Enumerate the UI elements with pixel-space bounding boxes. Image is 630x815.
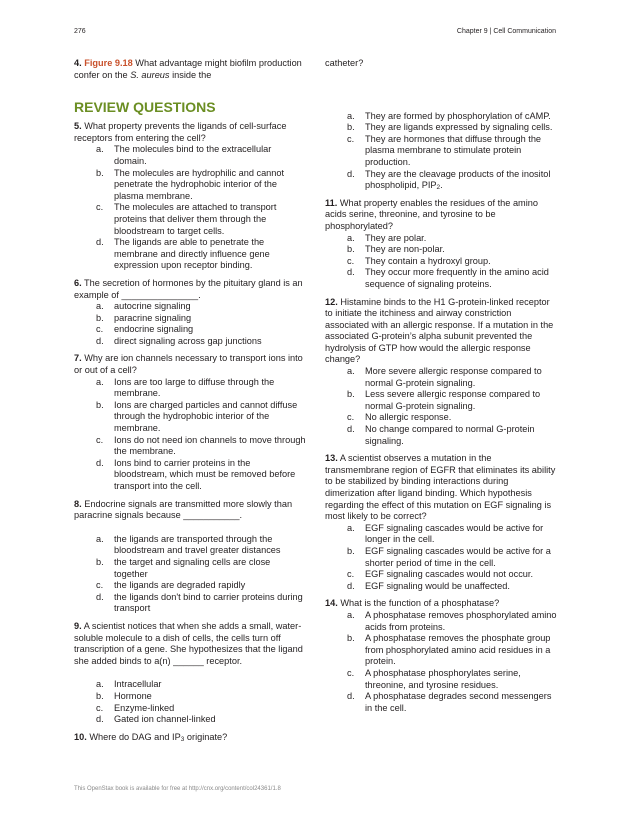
question-11: 11. What property enables the residues of the amino acids serine, threonine, and tyrosine to be phosphorylated? a. They are polar. b. They are non-polar. c. They contain a hydroxyl group. d. They occur more frequently in the amino acid sequence of signaling proteins. — [325, 198, 557, 291]
question-4: 4. Figure 9.18 What advantage might biofilm production confer on the S. aureus inside the — [74, 58, 302, 80]
answer-option: b. paracrine signaling — [96, 312, 192, 323]
answer-option: b. Hormone — [96, 690, 152, 701]
right-column — [325, 58, 557, 720]
answer-option: d. the ligands don't bind to carrier proteins during transport — [96, 591, 303, 614]
answer-option: c. endocrine signaling — [96, 324, 194, 335]
answer-option: d. They occur more frequently in the amino acid sequence of signaling proteins. — [347, 267, 549, 289]
answer-option: c. Enzyme-linked — [96, 702, 175, 713]
answer-option: d. A phosphatase degrades second messengers in the cell. — [347, 691, 552, 713]
review-questions-heading: REVIEW QUESTIONS — [74, 99, 216, 116]
question-4-continuation: catheter? — [325, 58, 364, 68]
question-8: 8. Endocrine signals are transmitted more slowly than paracrine signals because ___________. a. the ligands are transported through the bloodstream and travel greater distances b. the target and signaling cells are close together c. the ligands are degraded rapidly d. the ligands don't bind to carrier proteins during transport — [74, 499, 306, 615]
answer-options — [325, 366, 557, 447]
left-column — [74, 58, 306, 749]
answer-options — [74, 377, 306, 493]
answer-option: c. The molecules are attached to transport proteins that deliver them through the bloodstream to target cells. — [96, 202, 277, 236]
answer-options — [74, 301, 306, 347]
answer-options — [325, 233, 557, 291]
answer-option: b. EGF signaling cascades would be active for a shorter period of time in the cell. — [347, 545, 551, 568]
answer-option: d. They are the cleavage products of the inositol phospholipid, $PIP_2$. — [347, 168, 551, 192]
question-6: 6. The secretion of hormones by the pituitary gland is an example of _______________. a. autocrine signaling b. paracrine signaling c. endocrine signaling d. direct signaling across gap junctions — [74, 278, 306, 348]
question-number: 4. — [74, 58, 82, 68]
answer-option: b. A phosphatase removes the phosphate group from phosphorylated amino acid residues in a protein. — [347, 633, 551, 667]
answer-option: c. They are hormones that diffuse through the plasma membrane to stimulate protein production. — [347, 133, 542, 167]
answer-options — [74, 679, 306, 725]
answer-option: b. the target and signaling cells are close together — [96, 556, 271, 579]
answer-option: d. EGF signaling would be unaffected. — [347, 580, 510, 591]
answer-option: a. More severe allergic response compared to normal G-protein signaling. — [347, 366, 542, 388]
question-9: 9. A scientist notices that when she adds a small, water-soluble molecule to a dish of cells, the cells turn off transcription of a gene. She hypothesizes that the ligand she added binds to a(n) ______ receptor. a. Intracellular b. Hormone c. Enzyme-linked d. Gated ion channel-linked — [74, 621, 306, 726]
answer-option: b. Less severe allergic response compared to normal G-protein signaling. — [347, 389, 541, 411]
page-number: 276 — [74, 28, 86, 35]
answer-options — [325, 111, 557, 192]
answer-option: a. Intracellular — [96, 679, 162, 690]
answer-option: b. The molecules are hydrophilic and cannot penetrate the hydrophobic interior of the plasma membrane. — [96, 167, 285, 201]
answer-option: a. The molecules bind to the extracellular domain. — [96, 144, 272, 166]
figure-link[interactable]: Figure 9.18 — [84, 58, 133, 68]
answer-option: d. The ligands are able to penetrate the membrane and directly influence gene expression upon receptor binding. — [96, 237, 270, 271]
answer-option: c. EGF signaling cascades would not occur. — [347, 569, 534, 580]
answer-option: c. No allergic response. — [347, 412, 452, 423]
answer-option: d. Ions bind to carrier proteins in the bloodstream, which must be removed before transport into the cell. — [96, 457, 296, 491]
answer-option: b. They are ligands expressed by signaling cells. — [347, 122, 553, 133]
answer-option: b. They are non-polar. — [347, 244, 445, 255]
page-footer: This OpenStax book is available for free at http://cnx.org/content/col24361/1.8 — [74, 786, 281, 792]
answer-option: a. They are polar. — [347, 232, 427, 243]
answer-options — [74, 144, 306, 272]
answer-option: c. the ligands are degraded rapidly — [96, 580, 246, 591]
answer-option: d. Gated ion channel-linked — [96, 714, 216, 725]
answer-option: c. Ions do not need ion channels to move through the membrane. — [96, 434, 306, 457]
answer-option: a. A phosphatase removes phosphorylated amino acids from proteins. — [347, 609, 557, 632]
answer-option: d. No change compared to normal G-protein signaling. — [347, 424, 535, 446]
answer-option: d. direct signaling across gap junctions — [96, 335, 262, 346]
answer-option: a. autocrine signaling — [96, 301, 191, 312]
answer-option: a. They are formed by phosphorylation of cAMP. — [347, 110, 551, 121]
answer-option: a. EGF signaling cascades would be active for longer in the cell. — [347, 522, 544, 545]
question-13: 13. A scientist observes a mutation in the transmembrane region of EGFR that eliminates its ability to be stabilized by binding interactions during dimerization after ligand binding. Which hypothesis regarding the effect of this mutation on EGF signaling is most likely to be correct? a. EGF signaling cascades would be active for longer in the cell. b. EGF signaling cascades would be active for a shorter period of time in the cell. c. EGF signaling cascades would not occur. d. EGF signaling would be unaffected. — [325, 453, 556, 591]
question-10-options — [325, 111, 557, 192]
answer-options — [74, 534, 306, 615]
question-12: 12. Histamine binds to the H1 G-protein-linked receptor to initiate the itchiness and airway constriction associated with an allergic response. If a mutation in the associated G-protein’s alpha subunit prevented the hydrolysis of GTP how would the allergic response change? a. More severe allergic response compared to normal G-protein signaling. b. Less severe allergic response compared to normal G-protein signaling. c. No allergic response. d. No change compared to normal G-protein signaling. — [325, 297, 557, 448]
question-14: 14. What is the function of a phosphatase? a. A phosphatase removes phosphorylated amino acids from proteins. b. A phosphatase removes the phosphate group from phosphorylated amino acid residues in a protein. c. A phosphatase phosphorylates serine, threonine, and tyrosine residues. d. A phosphatase degrades second messengers in the cell. — [325, 598, 557, 713]
answer-option: a. the ligands are transported through the bloodstream and travel greater distances — [96, 533, 281, 556]
question-7: 7. Why are ion channels necessary to transport ions into or out of a cell? a. Ions are too large to diffuse through the membrane. b. Ions are charged particles and cannot diffuse through the hydrophobic interior of the membrane. c. Ions do not need ion channels to move through the membrane. d. Ions bind to carrier proteins in the bloodstream, which must be removed before transport into the cell. — [74, 353, 306, 491]
answer-options — [325, 523, 557, 593]
answer-option: a. Ions are too large to diffuse through the membrane. — [96, 376, 275, 399]
question-10: 10. Where do DAG and $IP_3$ originate? — [74, 731, 228, 743]
question-5: 5. What property prevents the ligands of cell-surface receptors from entering the cell? a. The molecules bind to the extracellular domain. b. The molecules are hydrophilic and cannot penetrate the hydrophobic interior of the plasma membrane. c. The molecules are attached to transport proteins that deliver them through the bloodstream to target cells. d. The ligands are able to penetrate the membrane and directly influence gene expression upon receptor binding. — [74, 121, 306, 272]
answer-options — [325, 610, 557, 714]
answer-option: c. They contain a hydroxyl group. — [347, 255, 491, 266]
answer-option: c. A phosphatase phosphorylates serine, threonine, and tyrosine residues. — [347, 667, 521, 690]
chapter-header: Chapter 9 | Cell Communication — [456, 28, 556, 35]
answer-option: b. Ions are charged particles and cannot diffuse through the hydrophobic interior of the membrane. — [96, 399, 298, 434]
